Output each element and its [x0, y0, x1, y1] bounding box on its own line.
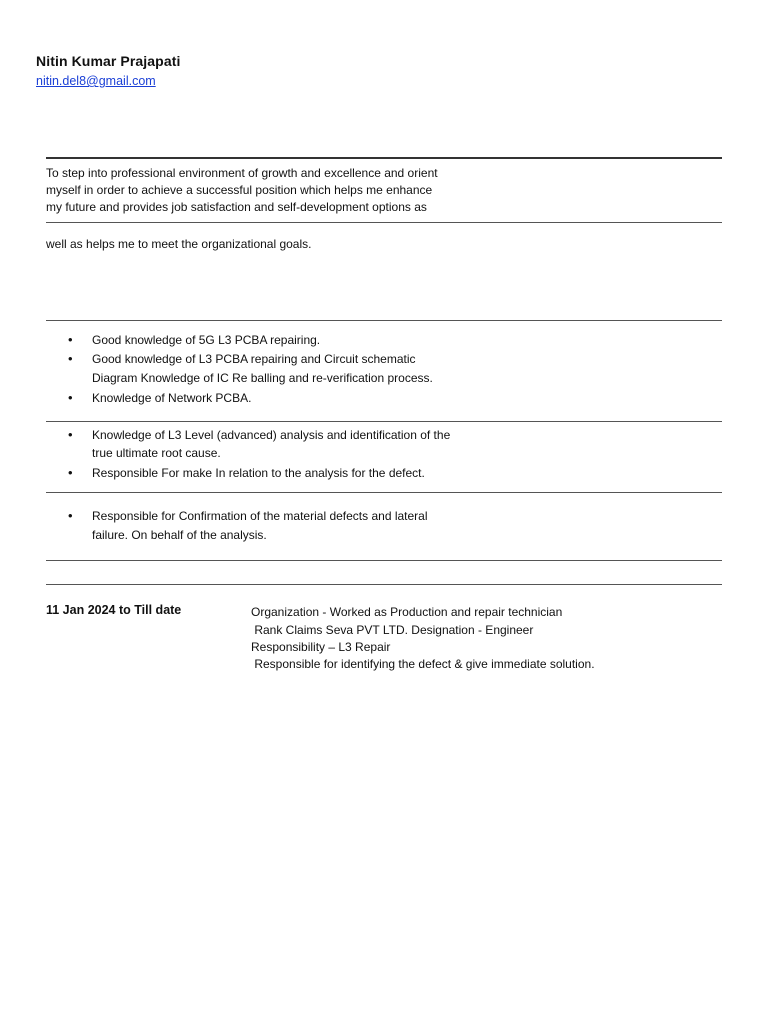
bullet-icon [68, 350, 78, 369]
skill-text: Responsible for Confirmation of the material defects and lateral [92, 509, 428, 523]
experience-line: Responsible for identifying the defect & give immediate solution. [251, 657, 595, 671]
section-divider [46, 560, 722, 561]
skill-text: Responsible For make In relation to the analysis for the defect. [92, 466, 425, 480]
skill-text: Knowledge of Network PCBA. [92, 391, 252, 405]
experience-line: Responsibility – L3 Repair [251, 640, 391, 654]
skill-text: true ultimate root cause. [92, 446, 221, 460]
bullet-icon [68, 389, 78, 408]
experience-line: Organization - Worked as Production and repair technician [251, 605, 563, 619]
section-divider [46, 222, 722, 223]
experience-date: 11 Jan 2024 to Till date [46, 603, 182, 617]
bullet-icon [68, 331, 78, 350]
skill-text: Diagram Knowledge of IC Re balling and re-verification process. [92, 371, 433, 385]
bullet-icon [68, 464, 78, 483]
section-divider [46, 421, 722, 422]
section-divider [46, 492, 722, 493]
bullet-icon [68, 426, 78, 445]
objective-line: my future and provides job satisfaction and self-development options as [46, 200, 427, 214]
bullet-icon [68, 507, 78, 526]
experience-line: Rank Claims Seva PVT LTD. Designation - Engineer [251, 623, 534, 637]
objective-line: To step into professional environment of growth and excellence and orient [46, 166, 438, 180]
candidate-name: Nitin Kumar Prajapati [36, 53, 181, 69]
objective-line: well as helps me to meet the organizational goals. [46, 237, 312, 251]
skill-text: failure. On behalf of the analysis. [92, 528, 267, 542]
skill-text: Good knowledge of L3 PCBA repairing and Circuit schematic [92, 352, 416, 366]
objective-line: myself in order to achieve a successful position which helps me enhance [46, 183, 433, 197]
skill-text: Knowledge of L3 Level (advanced) analysis and identification of the [92, 428, 451, 442]
skill-text: Good knowledge of 5G L3 PCBA repairing. [92, 333, 321, 347]
section-divider [46, 157, 722, 159]
section-divider [46, 320, 722, 321]
email-link[interactable]: nitin.del8@gmail.com [36, 74, 156, 88]
section-divider [46, 584, 722, 585]
